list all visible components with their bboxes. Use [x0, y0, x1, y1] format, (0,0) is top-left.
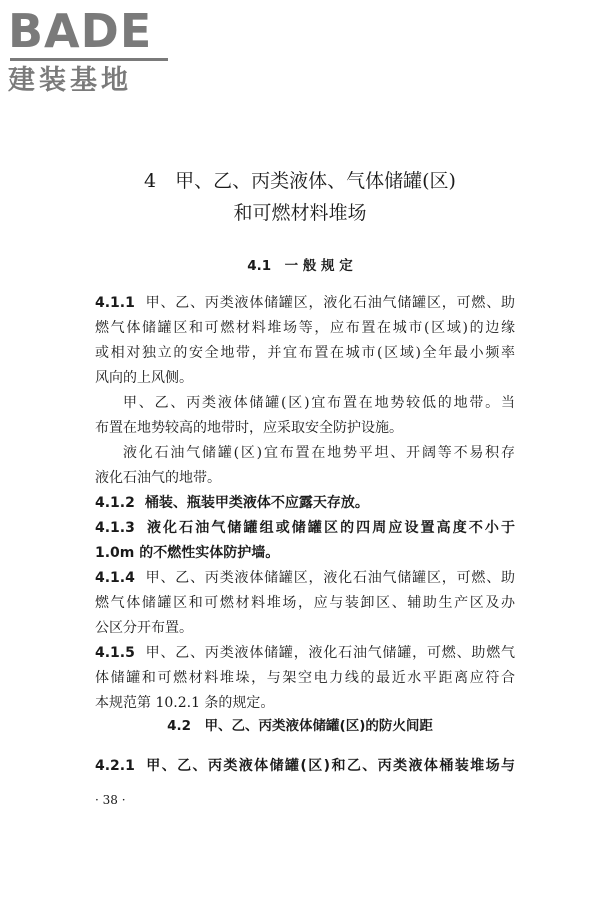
clause-4-1-1-line-4: 风向的上风侧。	[95, 370, 193, 386]
clause-text: 甲、乙、丙类液体储罐(区)和乙、丙类液体桶装堆场与	[144, 758, 515, 774]
clause-number: 4.2.1	[95, 758, 135, 774]
clause-text: 甲、乙、丙类液体储罐区，液化石油气储罐区，可燃、助	[144, 295, 515, 311]
clause-number: 4.1.1	[95, 295, 135, 311]
clause-4-1-4-line-2: 燃气体储罐区和可燃材料堆场，应与装卸区、辅助生产区及办	[95, 595, 515, 611]
clause-text: 甲、乙、丙类液体储罐，液化石油气储罐，可燃、助燃气	[144, 645, 515, 661]
clause-4-1-5-line-3: 本规范第 10.2.1 条的规定。	[95, 695, 275, 711]
clause-number: 4.1.4	[95, 570, 135, 586]
clause-number: 4.1.3	[95, 520, 135, 536]
chapter-title-line-1: 4 甲、乙、丙类液体、气体储罐(区)	[144, 170, 456, 192]
clause-4-1-1-line-1	[95, 293, 515, 313]
clause-4-1-1-line-2: 燃气体储罐区和可燃材料堆场等，应布置在城市(区域)的边缘	[95, 320, 515, 336]
clause-4-1-4-line-1	[95, 568, 515, 588]
clause-4-1-1-para2-line-2: 布置在地势较高的地带时，应采取安全防护设施。	[95, 420, 403, 436]
clause-text: 液化石油气储罐组或储罐区的四周应设置高度不小于	[144, 520, 515, 536]
clause-4-1-2	[95, 493, 515, 513]
logo-subtitle: 建装基地	[8, 65, 132, 96]
clause-4-1-1-line-3: 或相对独立的安全地带，并宜布置在城市(区域)全年最小频率	[95, 345, 515, 361]
clause-text: 甲、乙、丙类液体储罐区，液化石油气储罐区，可燃、助	[144, 570, 515, 586]
page-number: · 38 ·	[95, 793, 126, 807]
clause-4-1-1-para3-line-2: 液化石油气的地带。	[95, 470, 221, 486]
section-heading-4-1: 4.1 一 般 规 定	[247, 258, 353, 274]
section-heading-4-2: 4.2 甲、乙、丙类液体储罐(区)的防火间距	[167, 718, 433, 734]
logo	[8, 6, 176, 97]
clause-4-1-3-line-2: 1.0m 的不燃性实体防护墙。	[95, 545, 280, 561]
logo-divider	[10, 58, 168, 61]
clause-number: 4.1.5	[95, 645, 135, 661]
clause-4-1-1-para3-line-1: 液化石油气储罐(区)宜布置在地势平坦、开阔等不易积存	[123, 445, 515, 461]
chapter-title-line-2: 和可燃材料堆场	[233, 202, 367, 224]
logo-wordmark: BADE	[8, 4, 153, 58]
clause-4-1-1-para2-line-1: 甲、乙、丙类液体储罐(区)宜布置在地势较低的地带。当	[123, 395, 515, 411]
clause-4-1-4-line-3: 公区分开布置。	[95, 620, 193, 636]
clause-text: 桶装、瓶装甲类液体不应露天存放。	[144, 495, 369, 511]
clause-number: 4.1.2	[95, 495, 135, 511]
clause-4-1-3-line-1	[95, 518, 515, 538]
clause-4-2-1-line-1	[95, 756, 515, 776]
clause-4-1-5-line-2: 体储罐和可燃材料堆垛，与架空电力线的最近水平距离应符合	[95, 670, 515, 686]
clause-4-1-5-line-1	[95, 643, 515, 663]
